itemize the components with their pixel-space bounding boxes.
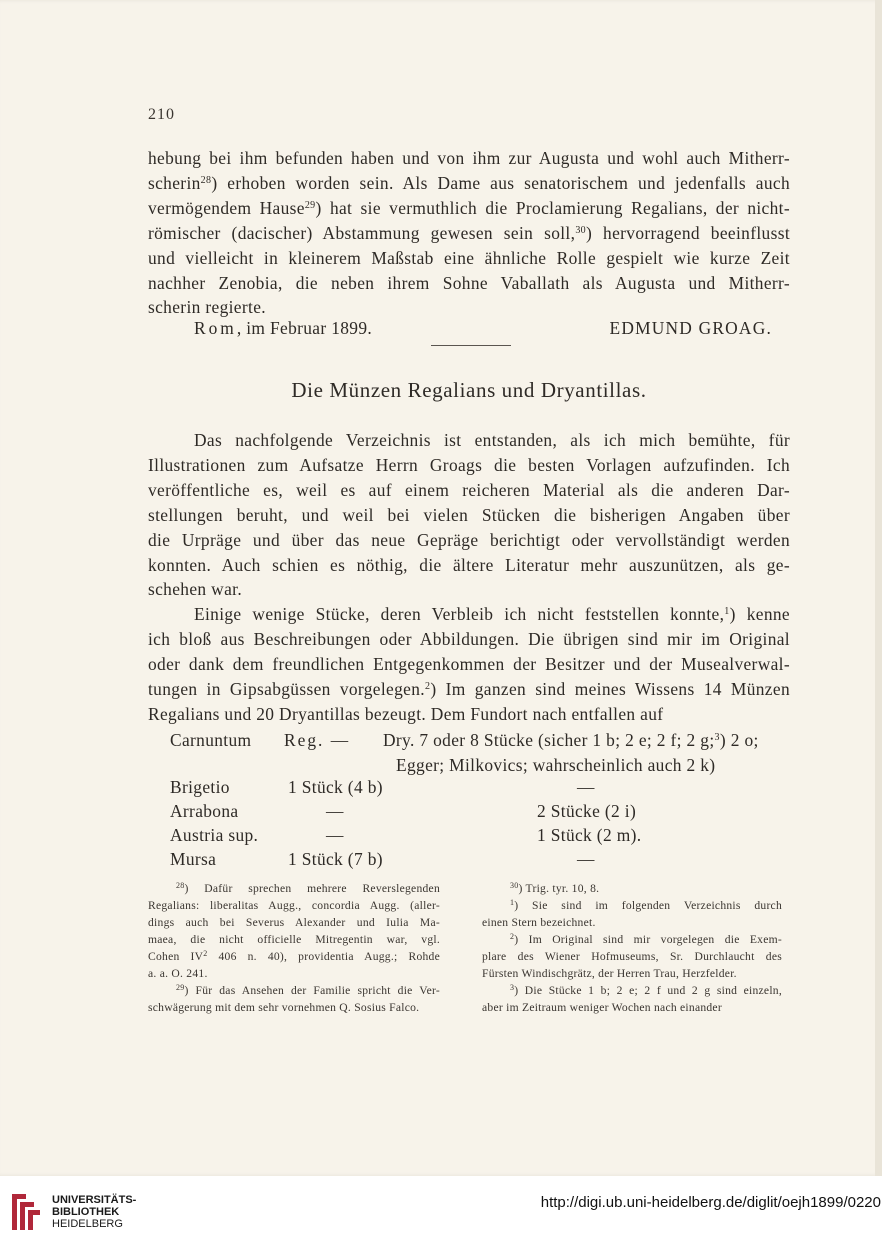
text-line: Cohen $IV^2$ 406 n. 40), providentia Augg.; Rohde bbox=[148, 949, 440, 963]
page-edge bbox=[875, 0, 882, 1176]
table-place-austria: Austria sup. bbox=[170, 825, 259, 845]
text-line: und vielleicht in kleinerem Maßstab eine ähnliche Rolle gespielt wie kurze Zeit bbox=[148, 247, 790, 268]
text-line: dings auch bei Severus Alexander und Iulia Ma- bbox=[148, 916, 440, 929]
table-reg-mursa: 1 Stück (7 b) bbox=[288, 849, 383, 869]
table-dry-carnuntum-b: ) 2 o; bbox=[719, 730, 759, 750]
text-line: Das nachfolgende Verzeichnis ist entstanden, als ich mich bemühte, für bbox=[194, 430, 790, 450]
text-line: schwägerung mit dem sehr vornehmen Q. Sosius Falco. bbox=[148, 1001, 420, 1014]
text-line: schehen war. bbox=[148, 579, 243, 600]
text-line: $^{30}$) Trig. tyr. 10, 8. bbox=[510, 881, 600, 895]
paragraph-sources bbox=[148, 602, 790, 727]
library-name-line1: UNIVERSITÄTS- bbox=[52, 1194, 137, 1206]
text-line: maea, die nicht officielle Mitregentin war, vgl. bbox=[148, 933, 440, 946]
footnote-ref: 1 bbox=[724, 606, 730, 617]
footnote-ref: 29 bbox=[304, 199, 316, 211]
signature-date: , im Februar 1899. bbox=[236, 318, 373, 338]
footnote-ref: 28 bbox=[200, 174, 212, 186]
table-dry-austria: 1 Stück (2 m). bbox=[537, 825, 642, 845]
table-place-mursa: Mursa bbox=[170, 849, 217, 869]
footnote-ref: 2 bbox=[203, 949, 208, 958]
footnote-ref: 28 bbox=[176, 881, 185, 890]
text-line: $^1$) Sie sind im folgenden Verzeichnis durch bbox=[510, 898, 782, 912]
text-line: römischer (dacischer) Abstammung gewesen sein soll,$^{30}$) hervorragend beeinflusst bbox=[148, 222, 790, 243]
footnote-ref: 1 bbox=[510, 898, 515, 907]
text-line: oder dank dem freundlichen Entgegenkommen der Besitzer und der Musealverwal- bbox=[148, 653, 790, 674]
table-dry-carnuntum-a: Dry. 7 oder 8 Stücke (sicher 1 b; 2 e; 2 f; 2 g; bbox=[383, 730, 715, 750]
table-dry-brigetio: — bbox=[577, 777, 595, 797]
library-name-line2: BIBLIOTHEK bbox=[52, 1206, 120, 1218]
text-line: $^{29}$) Für das Ansehen der Familie spricht die Ver- bbox=[176, 983, 440, 997]
paragraph-introduction bbox=[148, 428, 790, 602]
table-reg-arrabona: — bbox=[326, 801, 344, 821]
table-dry-arrabona: 2 Stücke (2 i) bbox=[537, 801, 637, 821]
text-line: einen Stern bezeichnet. bbox=[482, 916, 596, 929]
text-line: Illustrationen zum Aufsatze Herrn Groags die besten Vorlagen aufzufinden. Ich bbox=[148, 454, 790, 475]
text-line: ich bloß aus Beschreibungen oder Abbildungen. Die übrigen sind mir im Original bbox=[148, 628, 790, 649]
text-line: Regalians und 20 Dryantillas bezeugt. Dem Fundort nach entfallen auf bbox=[148, 703, 664, 724]
footnote-ref: 30 bbox=[510, 881, 519, 890]
table-reg-carnuntum: Reg. — bbox=[284, 730, 351, 750]
page-number: 210 bbox=[148, 106, 175, 123]
table-reg-austria: — bbox=[326, 825, 344, 845]
text-line: konnten. Auch schien es nöthig, die ältere Literatur mehr auszunützen, als ge- bbox=[148, 554, 790, 575]
table-place-arrabona: Arrabona bbox=[170, 801, 239, 821]
signature-author: EDMUND GROAG. bbox=[609, 318, 772, 338]
text-line: veröffentliche es, weil es auf einem reicheren Material als die anderen Dar- bbox=[148, 479, 790, 500]
footnotes-left bbox=[148, 880, 440, 1016]
source-url[interactable]: http://digi.ub.uni-heidelberg.de/diglit/oejh1899/0220 bbox=[540, 1194, 881, 1211]
library-name bbox=[52, 1194, 136, 1230]
text-line: Regalians: liberalitas Augg., concordia Augg. (aller- bbox=[148, 899, 440, 912]
text-line: die Urpräge und über das neue Gepräge berichtigt oder vervollständigt werden bbox=[148, 529, 790, 550]
text-line: stellungen beruht, und weil bei vielen Stücken die bisherigen Angaben über bbox=[148, 504, 790, 525]
footnote-ref-3: 3 bbox=[714, 732, 720, 743]
text-line: vermögendem Hause$^{29}$) hat sie vermuthlich die Proclamierung Regalians, der nicht- bbox=[148, 197, 790, 218]
text-line: Fürsten Windischgrätz, der Herren Trau, Herzfelder. bbox=[482, 967, 737, 980]
footnote-ref: 2 bbox=[510, 932, 515, 941]
footnote-ref: 29 bbox=[176, 983, 185, 992]
text-line: hebung bei ihm befunden haben und von ihm zur Augusta und wohl auch Mitherr- bbox=[148, 148, 790, 168]
library-name-line3: HEIDELBERG bbox=[52, 1218, 123, 1230]
table-reg-brigetio: 1 Stück (4 b) bbox=[288, 777, 383, 797]
signature-place: Rom bbox=[194, 318, 237, 338]
section-heading: Die Münzen Regalians und Dryantillas. bbox=[291, 378, 647, 402]
library-logo-icon bbox=[8, 1190, 44, 1234]
footnote-ref: 30 bbox=[575, 224, 587, 236]
table-place-brigetio: Brigetio bbox=[170, 777, 230, 797]
text-line: $^2$) Im Original sind mir vorgelegen die Exem- bbox=[510, 932, 782, 946]
text-line: aber im Zeitraum weniger Wochen nach einander bbox=[482, 1001, 722, 1014]
table-place-carnuntum: Carnuntum bbox=[170, 730, 252, 750]
library-footer bbox=[0, 1176, 889, 1248]
table-dry-carnuntum bbox=[383, 730, 759, 751]
text-line: scherin regierte. bbox=[148, 297, 266, 318]
table-dry-mursa: — bbox=[577, 849, 595, 869]
footnote-ref: 2 bbox=[424, 680, 431, 692]
footnote-ref: 3 bbox=[510, 983, 515, 992]
text-line: $^3$) Die Stücke 1 b; 2 e; 2 f und 2 g sind einzeln, bbox=[510, 983, 782, 997]
table-dry-carnuntum-line2: Egger; Milkovics; wahrscheinlich auch 2 k) bbox=[396, 755, 716, 775]
text-line: $^{28}$) Dafür sprechen mehrere Reverslegenden bbox=[176, 881, 440, 895]
section-divider bbox=[431, 345, 511, 346]
text-line: nachher Zenobia, die neben ihrem Sohne Vaballath als Augusta und Mitherr- bbox=[148, 272, 790, 293]
text-line: Einige wenige Stücke, deren Verbleib ich nicht feststellen konnte,$^1$) kenne bbox=[194, 604, 790, 624]
text-line: plare des Wiener Hofmuseums, Sr. Durchlaucht des bbox=[482, 950, 782, 963]
signature-place-date bbox=[194, 318, 372, 339]
paragraph-groag-conclusion bbox=[148, 146, 790, 320]
footnotes-right bbox=[482, 880, 782, 1016]
text-line: tungen in Gipsabgüssen vorgelegen.$^2$) Im ganzen sind meines Wissens 14 Münzen bbox=[148, 678, 790, 699]
text-line: a. a. O. 241. bbox=[148, 967, 208, 980]
text-line: scherin$^{28}$) erhoben worden sein. Als Dame aus senatorischem und jedenfalls auch bbox=[148, 172, 790, 193]
